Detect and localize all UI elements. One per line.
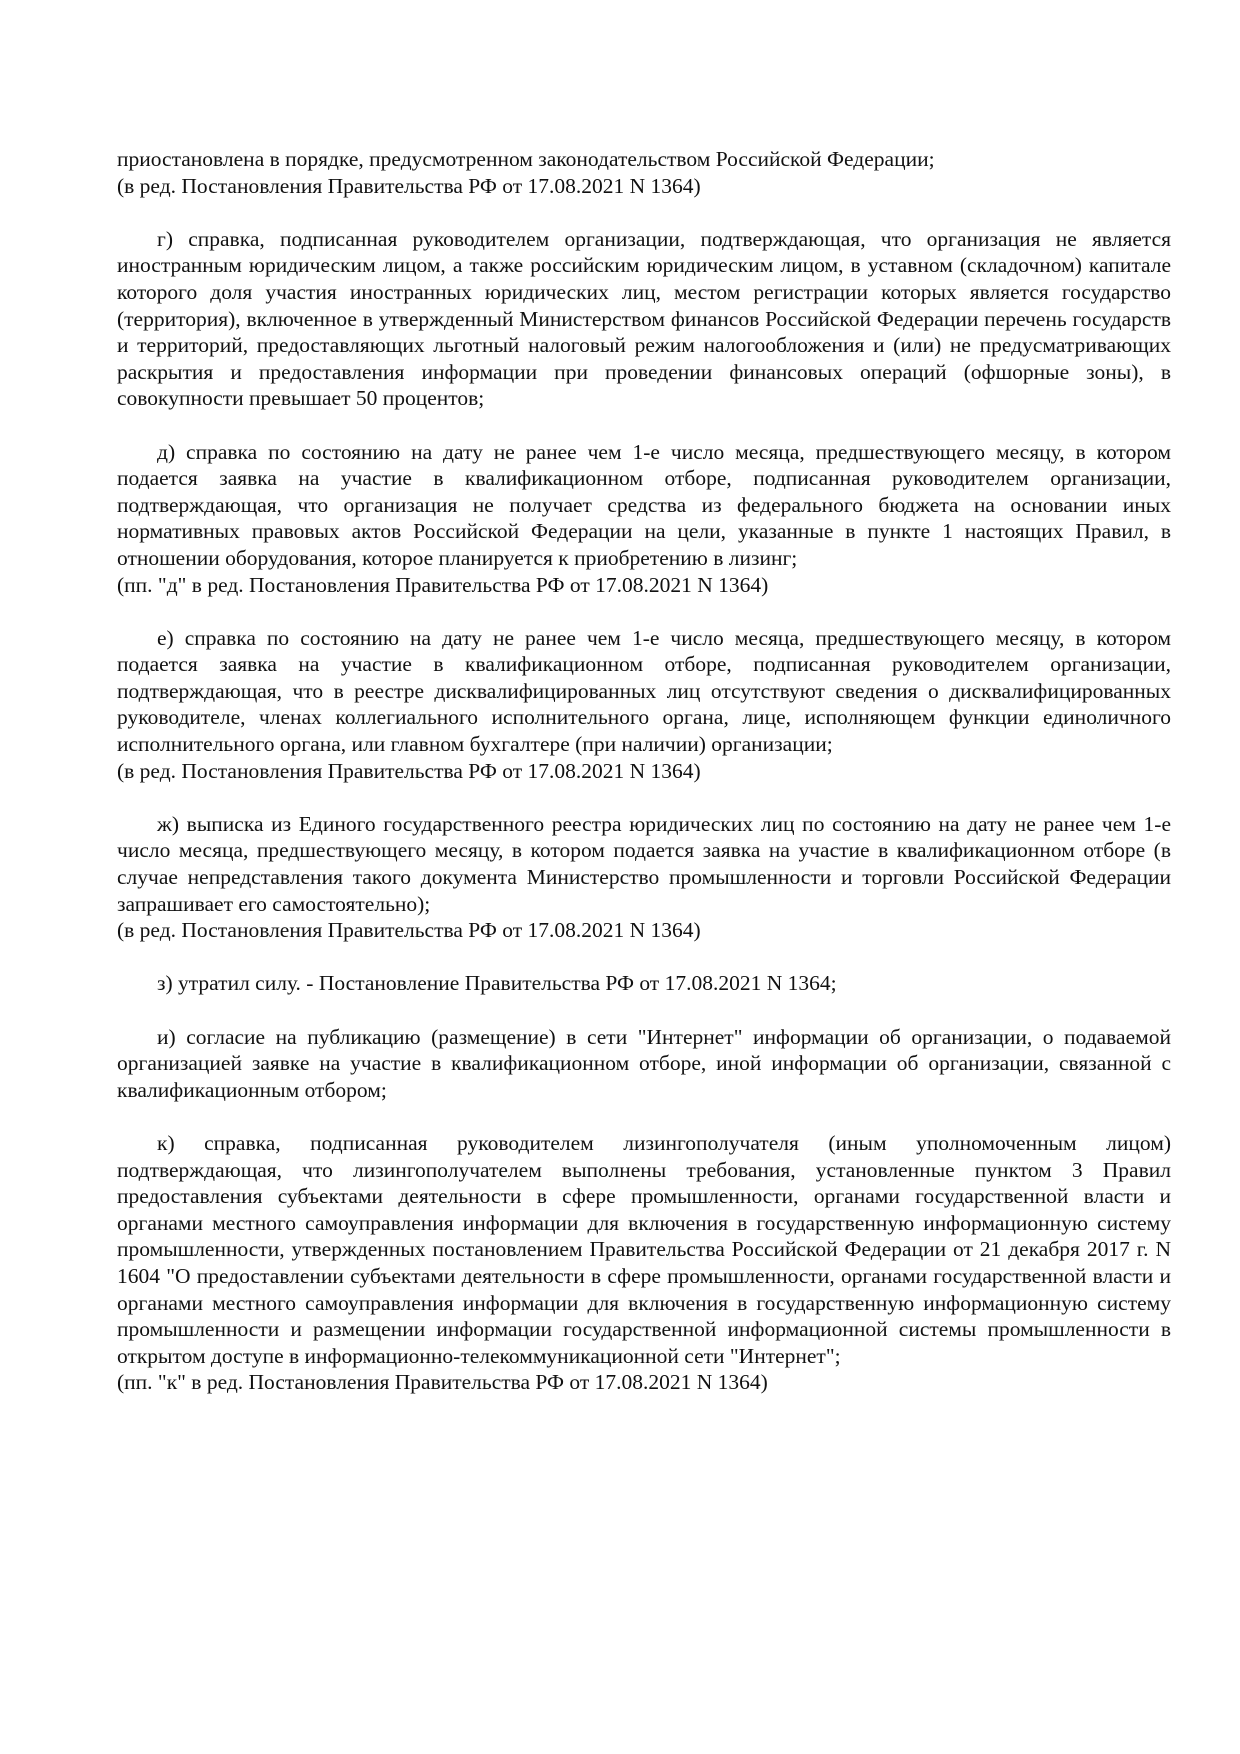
item-d: д) справка по состоянию на дату не ранее чем 1-е число месяца, предшествующего месяцу, в котором подается заявка на участие в квалификационном отборе, подписанная руководителем организации, подтверждающая, что организация не получает средства из федерального бюджета на основании иных нормативных правовых актов Российской Федерации на цели, указанные в пункте 1 настоящих Правил, в отношении оборудования, которое планируется к приобретению в лизинг; [117,439,1171,570]
item-zh: ж) выписка из Единого государственного реестра юридических лиц по состоянию на дату не ранее чем 1-е число месяца, предшествующего месяцу, в котором подается заявка на участие в квалификационном отборе (в случае непредставления такого документа Министерство промышленности и торговли Российской Федерации запрашивает его самостоятельно); [117,811,1171,916]
amendment-note-zh: (в ред. Постановления Правительства РФ от 17.08.2021 N 1364) [117,918,701,943]
item-i: и) согласие на публикацию (размещение) в сети "Интернет" информации об организации, о подаваемой организацией заявке на участие в квалификационном отборе, иной информации об организации, связанной с квалификационным отбором; [117,1024,1171,1102]
amendment-note: (в ред. Постановления Правительства РФ от 17.08.2021 N 1364) [117,173,701,198]
amendment-note-k: (пп. "к" в ред. Постановления Правительства РФ от 17.08.2021 N 1364) [117,1370,768,1395]
item-g: г) справка, подписанная руководителем организации, подтверждающая, что организация не является иностранным юридическим лицом, а также российским юридическим лицом, в уставном (складочном) капитале которого доля участия иностранных юридических лиц, местом регистрации которых является государство (территория), включенное в утвержденный Министерством финансов Российской Федерации перечень государств и территорий, предоставляющих льготный налоговый режим налогообложения и (или) не предусматривающих раскрытия и предоставления информации при проведении финансовых операций (офшорные зоны), в совокупности превышает 50 процентов; [117,226,1171,411]
document-page [117,146,1171,1423]
amendment-note-d: (пп. "д" в ред. Постановления Правительства РФ от 17.08.2021 N 1364) [117,572,769,597]
item-e: е) справка по состоянию на дату не ранее чем 1-е число месяца, предшествующего месяцу, в котором подается заявка на участие в квалификационном отборе, подписанная руководителем организации, подтверждающая, что в реестре дисквалифицированных лиц отсутствуют сведения о дисквалифицированных руководителе, членах коллегиального исполнительного органа, лице, исполняющем функции единоличного исполнительного органа, или главном бухгалтере (при наличии) организации; [117,625,1171,757]
amendment-note-e: (в ред. Постановления Правительства РФ от 17.08.2021 N 1364) [117,758,701,783]
item-k: к) справка, подписанная руководителем лизингополучателя (иным уполномоченным лицом) подтверждающая, что лизингополучателем выполнены требования, установленные пунктом 3 Правил предоставления субъектами деятельности в сфере промышленности, органами государственной власти и органами местного самоуправления информации для включения в государственную информационную систему промышленности, утвержденных постановлением Правительства Российской Федерации от 21 декабря 2017 г. N 1604 "О предоставлении субъектами деятельности в сфере промышленности, органами государственной власти и органами местного самоуправления информации для включения в государственную информационную систему промышленности и размещении информации государственной информационной системы промышленности в открытом доступе в информационно-телекоммуникационной сети "Интернет"; [117,1130,1171,1368]
item-z: з) утратил силу. - Постановление Правительства РФ от 17.08.2021 N 1364; [157,971,837,996]
continuation-text: приостановлена в порядке, предусмотренном законодательством Российской Федерации; [117,147,935,171]
